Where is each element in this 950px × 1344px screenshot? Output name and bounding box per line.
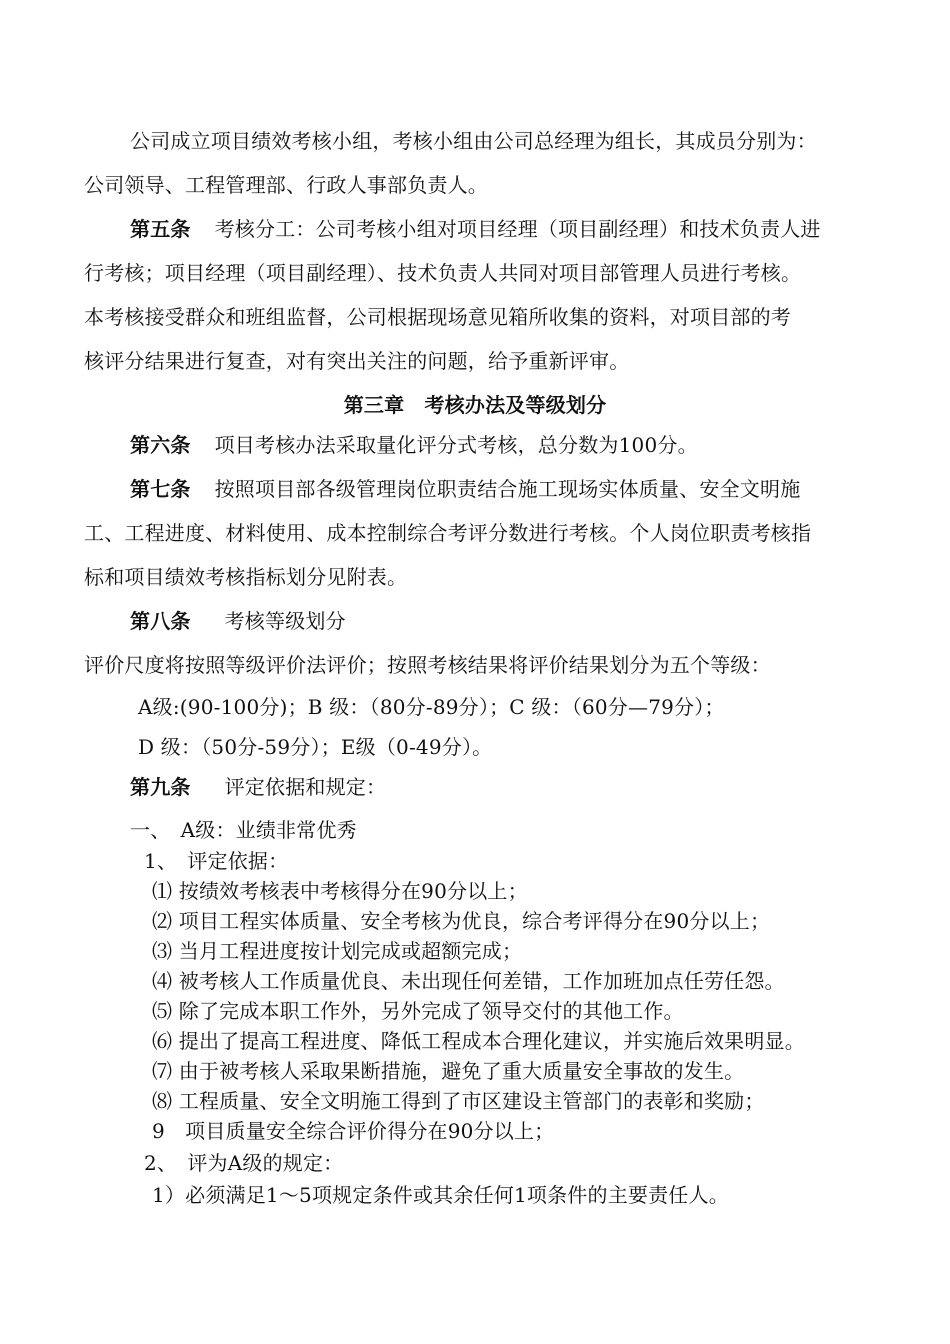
article-label: 第五条	[130, 217, 191, 241]
criteria-item: ⑴ 按绩效考核表中考核得分在90分以上；	[152, 879, 528, 903]
paragraph-line: 评价尺度将按照等级评价法评价；按照考核结果将评价结果划分为五个等级：	[84, 653, 771, 677]
article-text: 项目考核办法采取量化评分式考核，总分数为100分。	[214, 433, 698, 457]
article-label: 第六条	[130, 433, 191, 457]
article-7-line-1	[130, 474, 800, 504]
article-text: 考核等级划分	[224, 609, 346, 633]
article-text: 按照项目部各级管理岗位职责结合施工现场实体质量、安全文明施	[214, 477, 801, 501]
subsection-title: 2、 评为A级的规定：	[144, 1151, 344, 1175]
criteria-item: ⑹ 提出了提高工程进度、降低工程成本合理化建议，并实施后效果明显。	[152, 1029, 805, 1053]
article-label: 第九条	[130, 775, 191, 799]
article-label: 第七条	[130, 477, 191, 501]
paragraph-line: 公司领导、工程管理部、行政人事部负责人。	[84, 173, 488, 197]
subsection-title: 1、 评定依据：	[144, 849, 289, 873]
paragraph-line: 行考核；项目经理（项目副经理）、技术负责人共同对项目部管理人员进行考核。	[84, 261, 802, 285]
article-6-line	[130, 430, 698, 460]
article-label: 第八条	[130, 609, 191, 633]
criteria-item: ⑸ 除了完成本职工作外，另外完成了领导交付的其他工作。	[152, 999, 684, 1023]
article-text: 考核分工：公司考核小组对项目经理（项目副经理）和技术负责人进	[214, 217, 821, 241]
article-5-line-1	[130, 214, 821, 244]
criteria-item: ⑺ 由于被考核人采取果断措施，避免了重大质量安全事故的发生。	[152, 1059, 745, 1083]
article-9-line	[130, 772, 386, 802]
criteria-item: ⑶ 当月工程进度按计划完成或超额完成；	[152, 939, 523, 963]
rule-item: 1）必须满足1～5项规定条件或其余任何1项条件的主要责任人。	[152, 1183, 729, 1207]
article-8-line	[130, 606, 346, 636]
paragraph-line: 本考核接受群众和班组监督，公司根据现场意见箱所收集的资料，对项目部的考	[84, 305, 791, 329]
chapter-title: 第三章 考核办法及等级划分	[343, 393, 607, 417]
paragraph-line: 核评分结果进行复查，对有突出关注的问题，给予重新评审。	[84, 349, 630, 373]
criteria-item: 9 项目质量安全综合评价得分在90分以上；	[152, 1119, 555, 1143]
article-text: 评定依据和规定：	[224, 775, 387, 799]
paragraph-line: 标和项目绩效考核指标划分见附表。	[84, 565, 408, 589]
grade-list-line: A级:(90-100分)；B 级：（80分-89分）；C 级：（60分—79分）；	[138, 695, 725, 719]
paragraph-line: 公司成立项目绩效考核小组，考核小组由公司总经理为组长，其成员分别为：	[130, 129, 817, 153]
criteria-item: ⑷ 被考核人工作质量优良、未出现任何差错，工作加班加点任劳任怨。	[152, 969, 785, 993]
paragraph-line: 工、工程进度、材料使用、成本控制综合考评分数进行考核。个人岗位职责考核指	[84, 521, 812, 545]
criteria-item: ⑵ 项目工程实体质量、安全考核为优良，综合考评得分在90分以上；	[152, 909, 771, 933]
grade-list-line: D 级：（50分-59分）；E级（0-49分）。	[138, 735, 493, 759]
section-title: 一、 A级：业绩非常优秀	[130, 818, 357, 842]
criteria-item: ⑻ 工程质量、安全文明施工得到了市区建设主管部门的表彰和奖励；	[152, 1089, 765, 1113]
